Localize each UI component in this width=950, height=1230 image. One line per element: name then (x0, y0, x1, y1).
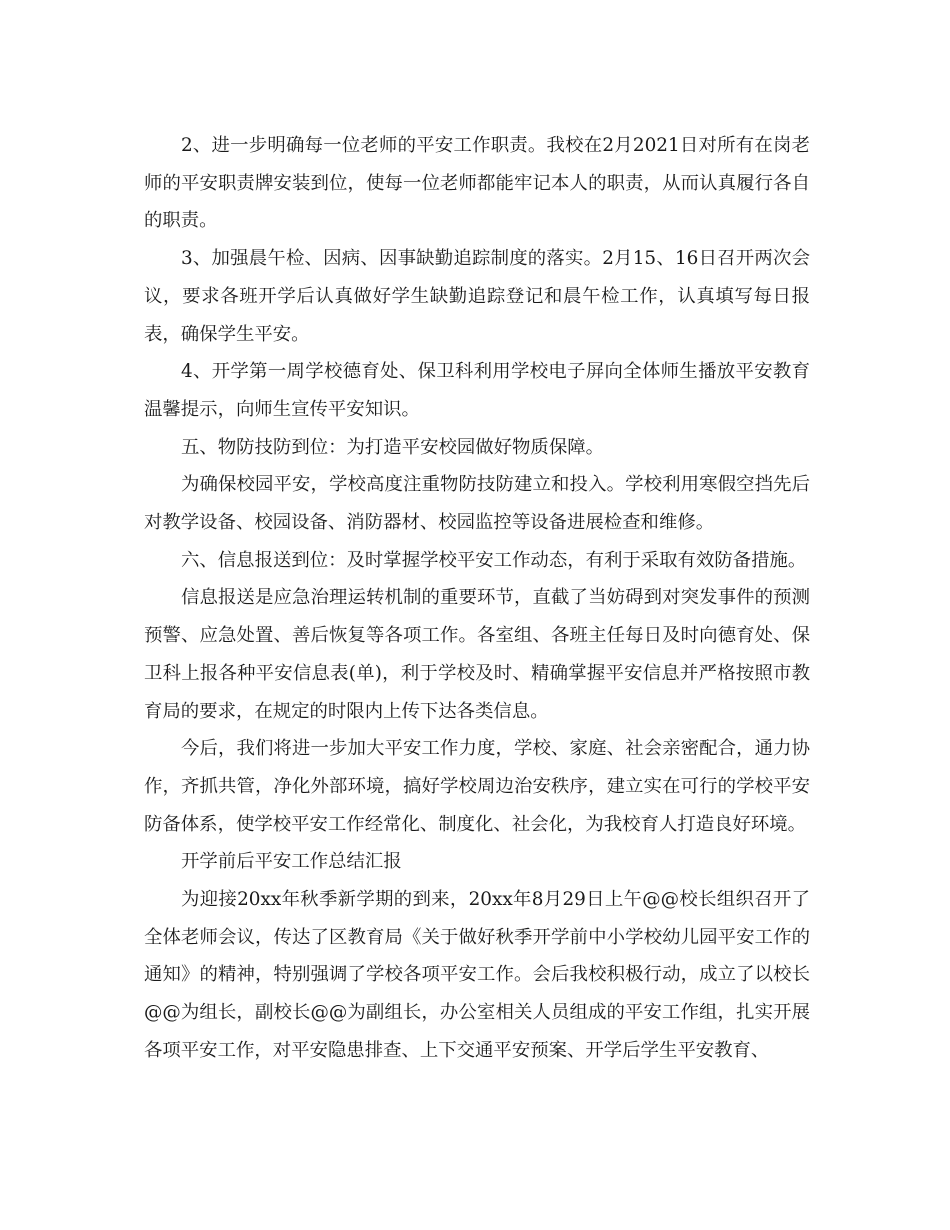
paragraph-future-plan: 今后，我们将进一步加大平安工作力度，学校、家庭、社会亲密配合，通力协作，齐抓共管，净化外部环境，搞好学校周边治安秩序，建立实在可行的学校平安防备体系，使学校平安工作经常化、制度化、社会化，为我校育人打造良好环境。 (144, 738, 810, 835)
section-heading-physical-defense: 五、物防技防到位：为打造平安校园做好物质保障。 (181, 436, 604, 458)
paragraph-new-semester: 为迎接20xx年秋季新学期的到来，20xx年8月29日上午@@校长组织召开了全体老师会议，传达了区教育局《关于做好秋季开学前中小学校幼儿园平安工作的通知》的精神，特别强调了学校各项平安工作。会后我校积极行动，成立了以校长@@为组长，副校长@@为副组长，办公室相关人员组成的平安工作组，扎实开展各项平安工作，对平安隐患排查、上下交通平安预案、开学后学生平安教育、 (144, 889, 810, 1061)
paragraph-equipment-inspection: 为确保校园平安，学校高度注重物防技防建立和投入。学校利用寒假空挡先后对教学设备、校园设备、消防器材、校园监控等设备进展检查和维修。 (144, 474, 810, 534)
paragraph-attendance-check: 3、加强晨午检、因病、因事缺勤追踪制度的落实。2月15、16日召开两次会议，要求各班开学后认真做好学生缺勤追踪登记和晨午检工作，认真填写每日报表，确保学生平安。 (144, 248, 810, 345)
report-title: 开学前后平安工作总结汇报 (181, 851, 402, 873)
paragraph-information-reporting: 信息报送是应急治理运转机制的重要环节，直截了当妨碍到对突发事件的预测预警、应急处置、善后恢复等各项工作。各室组、各班主任每日及时向德育处、保卫科上报各种平安信息表(单)，利于学校及时、精确掌握平安信息并严格按照市教育局的要求，在规定的时限内上传下达各类信息。 (144, 587, 810, 722)
paragraph-safety-publicity: 4、开学第一周学校德育处、保卫科利用学校电子屏向全体师生播放平安教育温馨提示，向师生宣传平安知识。 (144, 361, 810, 420)
section-heading-information-reporting: 六、信息报送到位：及时掌握学校平安工作动态，有利于采取有效防备措施。 (181, 549, 807, 571)
paragraph-teacher-duty: 2、进一步明确每一位老师的平安工作职责。我校在2月2021日对所有在岗老师的平安职责牌安装到位，使每一位老师都能牢记本人的职责，从而认真履行各自的职责。 (144, 135, 810, 232)
document-body (144, 127, 810, 1070)
